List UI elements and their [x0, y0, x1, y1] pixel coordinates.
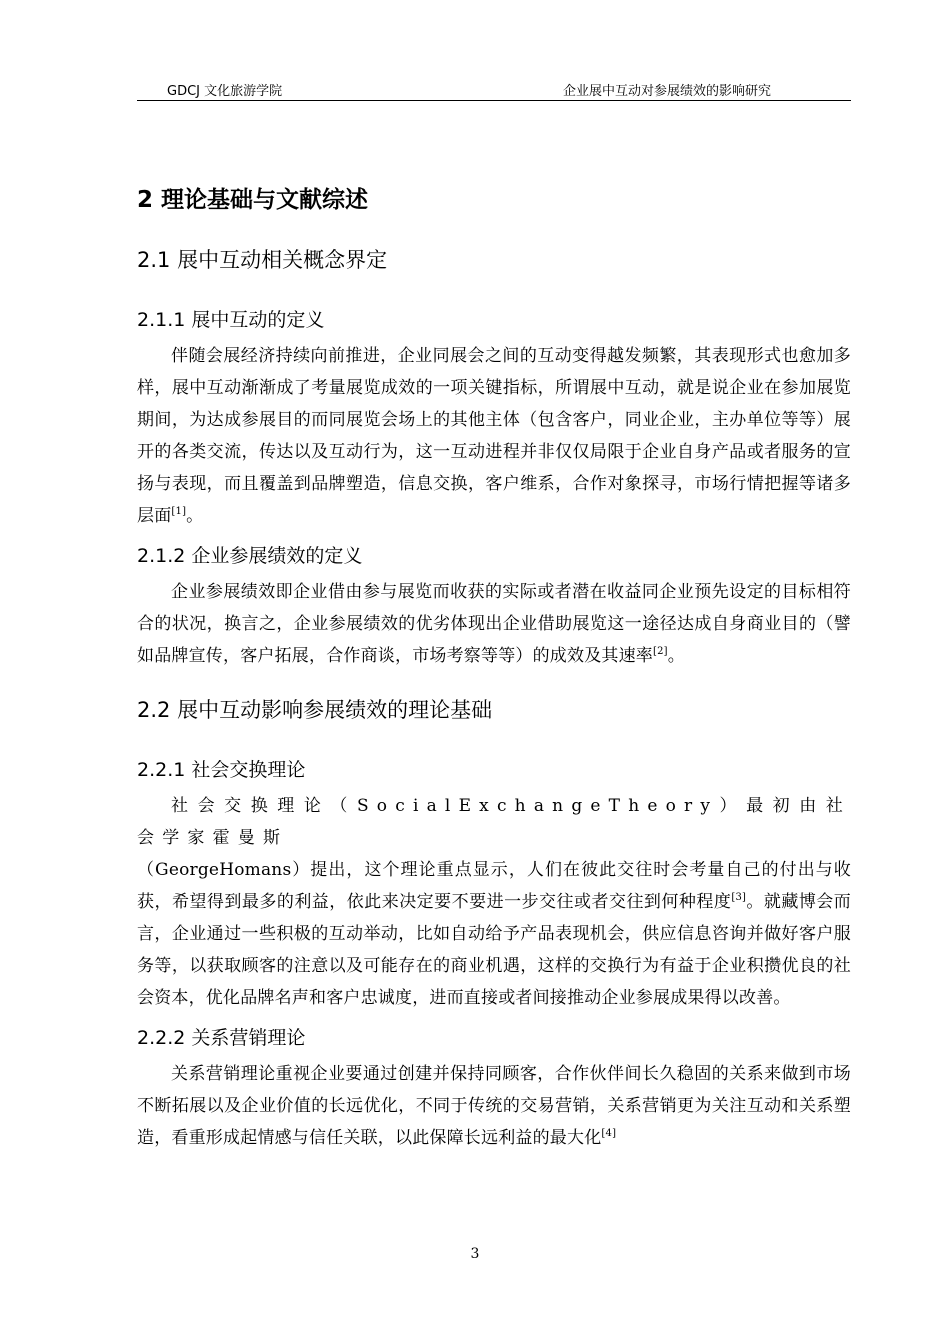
citation: [2] [653, 646, 668, 657]
header-institution: GDCJ 文化旅游学院 [167, 84, 283, 99]
section-2-2-1-title: 2.2.1 社会交换理论 [137, 759, 306, 781]
section-2-1-title: 2.1 展中互动相关概念界定 [137, 248, 388, 272]
main-content [137, 168, 851, 1154]
section-2-2-1-paragraph: （GeorgeHomans）提出，这个理论重点显示，人们在彼此交往时会考量自己的付出与收获，希望得到最多的利益，依此来决定要不要进一步交往或者交往到何种程度[3]。就藏博会而言，企业通过一些积极的互动举动，比如自动给予产品表现机会，供应信息咨询并做好客户服务等，以获取顾客的注意以及可能存在的商业机遇，这样的交换行为有益于企业积攒优良的社会资本，优化品牌名声和客户忠诚度，进而直接或者间接推动企业参展成果得以改善。 [137, 860, 851, 1008]
citation: [1] [171, 506, 187, 517]
section-2-2-2-paragraph: 关系营销理论重视企业要通过创建并保持同顾客，合作伙伴间长久稳固的关系来做到市场不断拓展以及企业价值的长远优化，不同于传统的交易营销，关系营销更为关注互动和关系塑造，看重形成起情感与信任关联，以此保障长远利益的最大化[4] [137, 1064, 851, 1148]
page-number: 3 [470, 1246, 480, 1262]
section-2-1-1-title: 2.1.1 展中互动的定义 [137, 309, 325, 331]
section-2-1-1-paragraph: 伴随会展经济持续向前推进，企业同展会之间的互动变得越发频繁，其表现形式也愈加多样，展中互动渐渐成了考量展览成效的一项关键指标，所谓展中互动，就是说企业在参加展览期间，为达成参展目的而同展览会场上的其他主体（包含客户，同业企业，主办单位等等）展开的各类交流，传达以及互动行为，这一互动进程并非仅仅局限于企业自身产品或者服务的宣扬与表现，而且覆盖到品牌塑造，信息交换，客户维系，合作对象探寻，市场行情把握等诸多层面[1]。 [137, 346, 851, 526]
section-2-2-2-title: 2.2.2 关系营销理论 [137, 1027, 306, 1049]
citation: [3] [731, 892, 747, 903]
section-2-1-2-paragraph: 企业参展绩效即企业借由参与展览而收获的实际或者潜在收益同企业预先设定的目标相符合的状况，换言之，企业参展绩效的优劣体现出企业借助展览这一途径达成自身商业目的（譬如品牌宣传，客户拓展，合作商谈，市场考察等等）的成效及其速率[2]。 [137, 582, 851, 666]
section-2-2-1-first-line: 社会交换理论（SocialExchangeTheory）最初由社会学家霍曼斯 [137, 796, 851, 848]
chapter-title: 2 理论基础与文献综述 [137, 187, 369, 213]
section-2-1-2-title: 2.1.2 企业参展绩效的定义 [137, 545, 363, 567]
section-2-2-title: 2.2 展中互动影响参展绩效的理论基础 [137, 698, 493, 722]
header-thesis-title: 企业展中互动对参展绩效的影响研究 [562, 84, 771, 99]
running-header [137, 76, 851, 101]
citation: [4] [601, 1128, 617, 1139]
